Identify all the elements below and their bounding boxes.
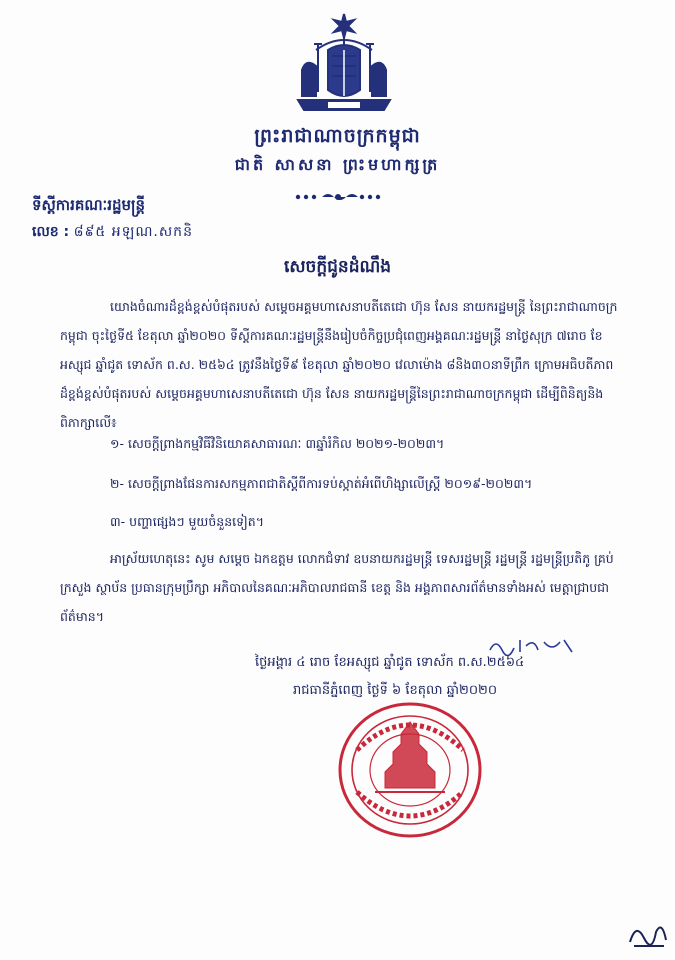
body-paragraph-2: អាស្រ័យហេតុនេះ សូម សម្តេច ឯកឧត្តម លោកជំទាវ ឧបនាយករដ្ឋមន្ត្រី ទេសរដ្ឋមន្ត្រី រដ្ឋមន្ត្រី រដ្ឋមន្ត្រីប្រតិភូ គ្រប់ក្រសួង ស្ថាប័ន ប្រធានក្រុមប្រឹក្សា អភិបាលនៃគណៈអភិបាលរាជធានី ខេត្ត និង អង្គភាពសារព័ត៌មានទាំងអស់ មេត្តាជ្រាបជាព័ត៌មាន។: [60, 551, 614, 624]
kingdom-name: ព្រះរាជាណាចក្រកម្ពុជា: [254, 125, 421, 147]
corner-signature: [626, 912, 670, 952]
agenda-item-3: ៣- បញ្ហាផ្សេងៗ មួយចំនួនទៀត។: [110, 514, 264, 529]
document-title: សេចក្តីជូនដំណឹង: [283, 257, 392, 277]
ornament-divider: [292, 190, 384, 204]
handwritten-initials: [486, 636, 576, 656]
body-paragraph-1: យោងចំណារដ៏ខ្ពង់ខ្ពស់បំផុតរបស់ សម្តេចអគ្គមហាសេនាបតីតេជោ ហ៊ុន សែន នាយករដ្ឋមន្ត្រី នៃព្រះរាជាណាចក្រកម្ពុជា ចុះថ្ងៃទី៥ ខែតុលា ឆ្នាំ២០២០ ទីស្តីការគណៈរដ្ឋមន្ត្រីនឹងរៀបចំកិច្ចប្រជុំពេញអង្គគណៈរដ្ឋមន្ត្រី នាថ្ងៃសុក្រ ៧រោច ខែអស្សុជ ឆ្នាំជូត ទោស័ក ព.ស. ២៥៦៤ ត្រូវនឹងថ្ងៃទី៩ ខែតុលា ឆ្នាំ២០២០ វេលាម៉ោង ៨និង៣០នាទីព្រឹក ក្រោមអធិបតីភាពដ៏ខ្ពង់ខ្ពស់បំផុតរបស់ សម្តេចអគ្គមហាសេនាបតីតេជោ ហ៊ុន សែន នាយករដ្ឋមន្ត្រីនៃព្រះរាជាណាចក្រកម្ពុជា ដើម្បីពិនិត្យនិងពិភាក្សាលើ៖: [60, 299, 618, 430]
agenda-item-1: ១- សេចក្តីព្រាងកម្មវិធីវិនិយោគសាធារណៈ ៣ឆ្នាំរំកិល ២០២១-២០២៣។: [110, 436, 445, 451]
official-seal-stamp: [335, 700, 485, 840]
lunar-date: ថ្ងៃអង្គារ ៤ រោច ខែអស្សុជ ឆ្នាំជូត ទោស័ក ព.ស.២៥៦៤: [255, 655, 525, 670]
issuing-office: ទីស្តីការគណៈរដ្ឋមន្ត្រី: [32, 196, 146, 214]
royal-coat-of-arms-emblem: [288, 10, 400, 118]
reference-line: [32, 222, 193, 243]
reference-number: ៨៩៥ អឡណ.សកនិ: [73, 224, 193, 240]
place-and-solar-date: រាជធានីភ្នំពេញ ថ្ងៃទី ៦ ខែតុលា ឆ្នាំ២០២០: [293, 683, 498, 698]
agenda-item-2: ២- សេចក្តីព្រាងផែនការសកម្មភាពជាតិស្តីពីការទប់ស្កាត់អំពើហិង្សាលើស្ត្រី ២០១៩-២០២៣។: [110, 476, 533, 491]
national-motto: ជាតិ សាសនា ព្រះមហាក្សត្រ: [234, 155, 441, 174]
reference-label: លេខ :: [32, 224, 70, 240]
